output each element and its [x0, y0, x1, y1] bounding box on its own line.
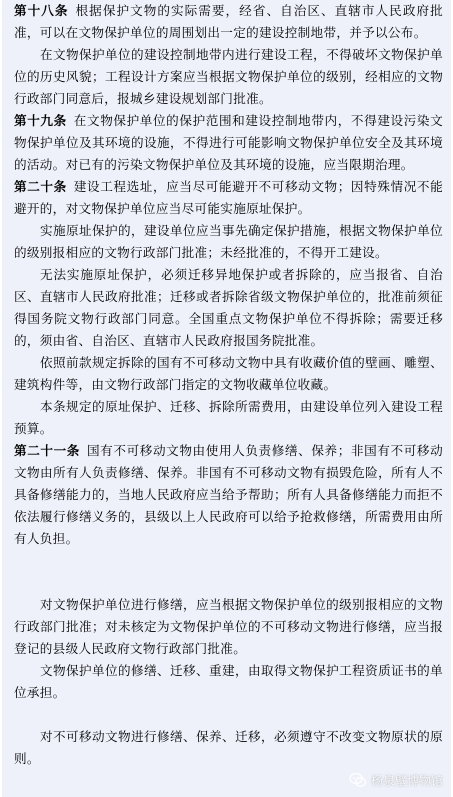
paragraph: [14, 220, 443, 264]
paragraph: [14, 396, 443, 440]
paragraph-text: 实施原址保护的，建设单位应当事先确定保护措施，根据文物保护单位的级别报相应的文物行政部门批准；未经批准的，不得开工建设。: [14, 223, 443, 260]
paragraph-text: 本条规定的原址保护、迁移、拆除所需费用，由建设单位列入建设工程预算。: [14, 399, 443, 436]
paragraph-article-19: [14, 110, 443, 176]
paragraph-text: 对不可移动文物进行修缮、保养、迁移，必须遵守不改变文物原状的原则。: [14, 729, 443, 766]
article-label: 第二十条: [14, 179, 67, 194]
paragraph: [14, 726, 443, 770]
paragraph-text: 依照前款规定拆除的国有不可移动文物中具有收藏价值的壁画、雕塑、建筑构件等，由文物行政部门指定的文物收藏单位收藏。: [14, 355, 443, 392]
paragraph-text: 无法实施原址保护，必须迁移异地保护或者拆除的，应当报省、自治区、直辖市人民政府批准；迁移或者拆除省级文物保护单位的，批准前须征得国务院文物行政部门同意。全国重点文物保护单位不得拆除；需要迁移的，须由省、自治区、直辖市人民政府报国务院批准。: [14, 267, 443, 348]
article-label: 第十九条: [14, 113, 67, 128]
paragraph-text: 国有不可移动文物由使用人负责修缮、保养；非国有不可移动文物由所有人负责修缮、保养。非国有不可移动文物有损毁危险，所有人不具备修缮能力的，当地人民政府应当给予帮助；所有人具备修缮能力而拒不依法履行修缮义务的，县级以上人民政府可以给予抢救修缮，所需费用由所有人负担。: [14, 443, 443, 546]
paragraph-text: 文物保护单位的修缮、迁移、重建，由取得文物保护工程资质证书的单位承担。: [14, 663, 443, 700]
paragraph: [14, 264, 443, 352]
paragraph-article-20: [14, 176, 443, 220]
paragraph-text: 根据保护文物的实际需要，经省、自治区、直辖市人民政府批准，可以在文物保护单位的周围划出一定的建设控制地带，并予以公布。: [14, 3, 443, 40]
wechat-icon: [349, 771, 367, 789]
paragraph-article-21: [14, 440, 443, 550]
paragraph-text: 在文物保护单位的建设控制地带内进行建设工程，不得破坏文物保护单位的历史风貌；工程设计方案应当根据文物保护单位的级别，经相应的文物行政部门同意后，报城乡建设规划部门批准。: [14, 47, 443, 106]
article-label: 第十八条: [14, 3, 69, 18]
paragraph-text: 建设工程选址，应当尽可能避开不可移动文物；因特殊情况不能避开的，对文物保护单位应当尽可能实施原址保护。: [14, 179, 444, 216]
paragraph: [14, 44, 443, 110]
watermark-text: 杨泉壁博物馆: [370, 773, 443, 788]
paragraph-text: 对文物保护单位进行修缮，应当根据文物保护单位的级别报相应的文物行政部门批准；对未核定为文物保护单位的不可移动文物进行修缮，应当报登记的县级人民政府文物行政部门批准。: [14, 597, 443, 656]
paragraph: [14, 660, 443, 704]
paragraph: [14, 352, 443, 396]
paragraph-article-18: [14, 0, 443, 44]
article-label: 第二十一条: [14, 443, 80, 458]
watermark: [349, 771, 443, 789]
paragraph-text: 在文物保护单位的保护范围和建设控制地带内，不得建设污染文物保护单位及其环境的设施，不得进行可能影响文物保护单位安全及其环境的活动。对已有的污染文物保护单位及其环境的设施，应当限期治理。: [14, 113, 444, 172]
paragraph: [14, 594, 443, 660]
